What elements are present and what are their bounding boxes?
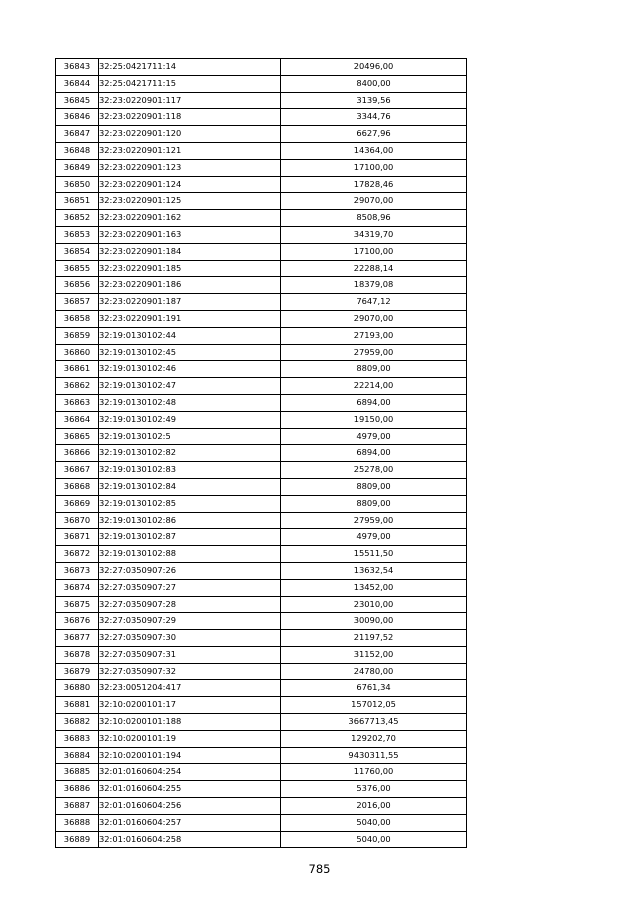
row-number-cell: 36875 [56, 596, 99, 613]
table-row [56, 798, 467, 815]
value-cell: 13632,54 [281, 562, 467, 579]
table-row [56, 764, 467, 781]
value-cell: 3139,56 [281, 92, 467, 109]
row-number-cell: 36884 [56, 747, 99, 764]
row-number-cell: 36854 [56, 243, 99, 260]
row-number-cell: 36880 [56, 680, 99, 697]
cadastral-number-cell: 32:23:0220901:186 [99, 277, 281, 294]
cadastral-number-cell: 32:25:0421711:14 [99, 59, 281, 76]
cadastral-number-cell: 32:23:0220901:185 [99, 260, 281, 277]
cadastral-number-cell: 32:23:0220901:184 [99, 243, 281, 260]
cadastral-number-cell: 32:10:0200101:194 [99, 747, 281, 764]
row-number-cell: 36877 [56, 630, 99, 647]
cadastral-number-cell: 32:23:0220901:191 [99, 310, 281, 327]
row-number-cell: 36852 [56, 210, 99, 227]
row-number-cell: 36847 [56, 126, 99, 143]
row-number-cell: 36850 [56, 176, 99, 193]
cadastral-number-cell: 32:23:0220901:124 [99, 176, 281, 193]
row-number-cell: 36861 [56, 361, 99, 378]
value-cell: 21197,52 [281, 630, 467, 647]
cadastral-number-cell: 32:01:0160604:257 [99, 814, 281, 831]
value-cell: 18379,08 [281, 277, 467, 294]
row-number-cell: 36869 [56, 495, 99, 512]
table-row [56, 781, 467, 798]
value-cell: 17100,00 [281, 159, 467, 176]
cadastral-number-cell: 32:27:0350907:31 [99, 646, 281, 663]
value-cell: 29070,00 [281, 193, 467, 210]
table-row [56, 613, 467, 630]
row-number-cell: 36844 [56, 75, 99, 92]
cadastral-number-cell: 32:23:0220901:118 [99, 109, 281, 126]
cadastral-number-cell: 32:19:0130102:82 [99, 445, 281, 462]
value-cell: 17828,46 [281, 176, 467, 193]
value-cell: 8809,00 [281, 478, 467, 495]
value-cell: 29070,00 [281, 310, 467, 327]
value-cell: 4979,00 [281, 529, 467, 546]
value-cell: 4979,00 [281, 428, 467, 445]
row-number-cell: 36856 [56, 277, 99, 294]
value-cell: 30090,00 [281, 613, 467, 630]
value-cell: 5040,00 [281, 831, 467, 848]
table-row [56, 697, 467, 714]
row-number-cell: 36860 [56, 344, 99, 361]
cadastral-number-cell: 32:10:0200101:17 [99, 697, 281, 714]
page-number: 785 [308, 862, 331, 876]
table-row [56, 428, 467, 445]
row-number-cell: 36843 [56, 59, 99, 76]
table-row [56, 445, 467, 462]
value-cell: 5040,00 [281, 814, 467, 831]
row-number-cell: 36872 [56, 546, 99, 563]
table-row [56, 747, 467, 764]
value-cell: 6627,96 [281, 126, 467, 143]
cadastral-number-cell: 32:19:0130102:46 [99, 361, 281, 378]
row-number-cell: 36885 [56, 764, 99, 781]
cadastral-number-cell: 32:10:0200101:188 [99, 714, 281, 731]
value-cell: 31152,00 [281, 646, 467, 663]
value-cell: 8508,96 [281, 210, 467, 227]
table-row [56, 478, 467, 495]
row-number-cell: 36881 [56, 697, 99, 714]
table-row [56, 92, 467, 109]
table-row [56, 680, 467, 697]
row-number-cell: 36876 [56, 613, 99, 630]
value-cell: 3344,76 [281, 109, 467, 126]
row-number-cell: 36868 [56, 478, 99, 495]
cadastral-number-cell: 32:19:0130102:84 [99, 478, 281, 495]
table-row [56, 109, 467, 126]
cadastral-number-cell: 32:27:0350907:27 [99, 579, 281, 596]
cadastral-number-cell: 32:19:0130102:86 [99, 512, 281, 529]
cadastral-number-cell: 32:19:0130102:83 [99, 462, 281, 479]
cadastral-number-cell: 32:19:0130102:49 [99, 411, 281, 428]
cadastral-number-cell: 32:19:0130102:88 [99, 546, 281, 563]
table-row [56, 277, 467, 294]
table-row [56, 75, 467, 92]
row-number-cell: 36887 [56, 798, 99, 815]
table-row [56, 310, 467, 327]
row-number-cell: 36879 [56, 663, 99, 680]
cadastral-number-cell: 32:23:0220901:123 [99, 159, 281, 176]
row-number-cell: 36862 [56, 378, 99, 395]
table-row [56, 193, 467, 210]
table-row [56, 176, 467, 193]
value-cell: 157012,05 [281, 697, 467, 714]
table-body [56, 59, 467, 848]
table-row [56, 562, 467, 579]
value-cell: 27959,00 [281, 512, 467, 529]
table-row [56, 462, 467, 479]
value-cell: 8809,00 [281, 361, 467, 378]
value-cell: 2016,00 [281, 798, 467, 815]
cadastral-number-cell: 32:19:0130102:47 [99, 378, 281, 395]
row-number-cell: 36883 [56, 730, 99, 747]
row-number-cell: 36864 [56, 411, 99, 428]
row-number-cell: 36874 [56, 579, 99, 596]
cadastral-number-cell: 32:25:0421711:15 [99, 75, 281, 92]
table-row [56, 663, 467, 680]
row-number-cell: 36848 [56, 142, 99, 159]
cadastral-number-cell: 32:23:0220901:125 [99, 193, 281, 210]
table-row [56, 646, 467, 663]
value-cell: 11760,00 [281, 764, 467, 781]
value-cell: 13452,00 [281, 579, 467, 596]
cadastral-number-cell: 32:23:0220901:121 [99, 142, 281, 159]
table-row [56, 210, 467, 227]
table-row [56, 378, 467, 395]
value-cell: 24780,00 [281, 663, 467, 680]
cadastral-number-cell: 32:10:0200101:19 [99, 730, 281, 747]
value-cell: 22214,00 [281, 378, 467, 395]
table-row [56, 159, 467, 176]
cadastral-number-cell: 32:19:0130102:5 [99, 428, 281, 445]
cadastral-number-cell: 32:23:0220901:120 [99, 126, 281, 143]
table-row [56, 714, 467, 731]
value-cell: 23010,00 [281, 596, 467, 613]
row-number-cell: 36858 [56, 310, 99, 327]
row-number-cell: 36870 [56, 512, 99, 529]
table-row [56, 327, 467, 344]
cadastral-number-cell: 32:23:0220901:162 [99, 210, 281, 227]
cadastral-number-cell: 32:23:0220901:187 [99, 294, 281, 311]
cadastral-number-cell: 32:19:0130102:87 [99, 529, 281, 546]
value-cell: 19150,00 [281, 411, 467, 428]
row-number-cell: 36846 [56, 109, 99, 126]
value-cell: 5376,00 [281, 781, 467, 798]
table-row [56, 512, 467, 529]
table-row [56, 495, 467, 512]
cadastral-number-cell: 32:23:0220901:117 [99, 92, 281, 109]
row-number-cell: 36863 [56, 394, 99, 411]
value-cell: 25278,00 [281, 462, 467, 479]
value-cell: 129202,70 [281, 730, 467, 747]
table-row [56, 814, 467, 831]
row-number-cell: 36886 [56, 781, 99, 798]
cadastral-number-cell: 32:19:0130102:85 [99, 495, 281, 512]
cadastral-number-cell: 32:19:0130102:48 [99, 394, 281, 411]
value-cell: 14364,00 [281, 142, 467, 159]
table-row [56, 394, 467, 411]
table-row [56, 226, 467, 243]
row-number-cell: 36857 [56, 294, 99, 311]
value-cell: 27959,00 [281, 344, 467, 361]
value-cell: 6894,00 [281, 445, 467, 462]
table-row [56, 344, 467, 361]
row-number-cell: 36882 [56, 714, 99, 731]
cadastral-value-table [55, 58, 467, 848]
table-row [56, 596, 467, 613]
row-number-cell: 36889 [56, 831, 99, 848]
value-cell: 34319,70 [281, 226, 467, 243]
cadastral-number-cell: 32:27:0350907:28 [99, 596, 281, 613]
cadastral-number-cell: 32:01:0160604:254 [99, 764, 281, 781]
row-number-cell: 36866 [56, 445, 99, 462]
table-row [56, 361, 467, 378]
value-cell: 15511,50 [281, 546, 467, 563]
row-number-cell: 36853 [56, 226, 99, 243]
table-row [56, 529, 467, 546]
value-cell: 6894,00 [281, 394, 467, 411]
cadastral-number-cell: 32:27:0350907:32 [99, 663, 281, 680]
table-row [56, 243, 467, 260]
table-row [56, 126, 467, 143]
row-number-cell: 36851 [56, 193, 99, 210]
row-number-cell: 36871 [56, 529, 99, 546]
value-cell: 8400,00 [281, 75, 467, 92]
row-number-cell: 36888 [56, 814, 99, 831]
row-number-cell: 36855 [56, 260, 99, 277]
table-row [56, 59, 467, 76]
row-number-cell: 36873 [56, 562, 99, 579]
value-cell: 3667713,45 [281, 714, 467, 731]
row-number-cell: 36867 [56, 462, 99, 479]
value-cell: 9430311,55 [281, 747, 467, 764]
cadastral-number-cell: 32:01:0160604:255 [99, 781, 281, 798]
value-cell: 20496,00 [281, 59, 467, 76]
value-cell: 17100,00 [281, 243, 467, 260]
cadastral-number-cell: 32:19:0130102:45 [99, 344, 281, 361]
table-row [56, 260, 467, 277]
cadastral-number-cell: 32:23:0220901:163 [99, 226, 281, 243]
table-row [56, 630, 467, 647]
row-number-cell: 36845 [56, 92, 99, 109]
cadastral-number-cell: 32:23:0051204:417 [99, 680, 281, 697]
cadastral-number-cell: 32:01:0160604:256 [99, 798, 281, 815]
table-row [56, 831, 467, 848]
cadastral-number-cell: 32:27:0350907:26 [99, 562, 281, 579]
table-row [56, 730, 467, 747]
value-cell: 27193,00 [281, 327, 467, 344]
row-number-cell: 36859 [56, 327, 99, 344]
table-row [56, 579, 467, 596]
table-row [56, 142, 467, 159]
value-cell: 7647,12 [281, 294, 467, 311]
value-cell: 6761,34 [281, 680, 467, 697]
value-cell: 8809,00 [281, 495, 467, 512]
table-row [56, 546, 467, 563]
cadastral-number-cell: 32:19:0130102:44 [99, 327, 281, 344]
cadastral-number-cell: 32:27:0350907:29 [99, 613, 281, 630]
table-row [56, 294, 467, 311]
row-number-cell: 36865 [56, 428, 99, 445]
cadastral-number-cell: 32:01:0160604:258 [99, 831, 281, 848]
row-number-cell: 36878 [56, 646, 99, 663]
table-row [56, 411, 467, 428]
row-number-cell: 36849 [56, 159, 99, 176]
value-cell: 22288,14 [281, 260, 467, 277]
cadastral-number-cell: 32:27:0350907:30 [99, 630, 281, 647]
